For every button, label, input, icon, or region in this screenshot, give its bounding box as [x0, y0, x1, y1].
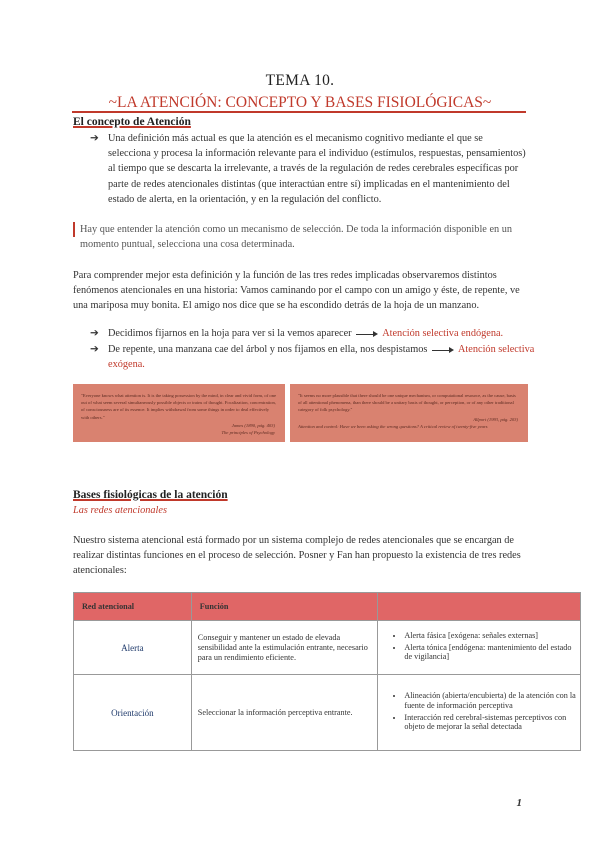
networks-table: [73, 592, 581, 751]
page-number: 1: [516, 797, 522, 809]
bases-heading: Bases fisiológicas de la atención: [73, 489, 228, 501]
quote-box-james: [73, 384, 285, 442]
story-paragraph: Para comprender mejor esta definición y la función de las tres redes implicadas observaremos distintos fenómenos atencionales en una historia: Vamos caminando por el campo con un amigo y éste, de repente, ve una mariposa muy bonita. El amigo nos dice que se ha escondido detrás de la hoja de un manzano.: [73, 270, 520, 312]
network-name: Orientación: [74, 675, 192, 751]
quote-text: "Everyone knows what attention is. It is the taking possession by the mind, in clear and vivid form, of one out of what seem several simultaneously possible objects or trains of thought. Focalization, concentration, of consciousness are of its essence. It implies withdrawal from some things in order to deal effectively with others.": [81, 393, 277, 420]
quote-source: Attention and control: Have we been asking the wrong questions? A critical review of twenty-five years: [298, 424, 488, 429]
network-features: [378, 621, 581, 675]
highlight-bar: [73, 222, 75, 237]
example-text: De repente, una manzana cae del árbol y nos fijamos en ella, nos despistamos: [108, 344, 428, 355]
network-name: Alerta: [74, 621, 192, 675]
long-arrow-icon: [356, 330, 378, 338]
definition-item: [90, 131, 528, 207]
header-function: Función: [191, 593, 378, 621]
network-features: [378, 675, 581, 751]
page-subtitle: ~LA ATENCIÓN: CONCEPTO Y BASES FISIOLÓGICAS~: [108, 94, 492, 111]
arrow-icon: ➔: [90, 344, 99, 355]
quote-source: The principles of Psychology: [221, 430, 275, 435]
table-row: [74, 675, 581, 751]
definition-text: Una definición más actual es que la atención es el mecanismo cognitivo mediante el que se selecciona y procesa la información relevante para el individuo (estímulos, respuestas, pensamientos) al tiempo que se descarta la irrelevante, a través de la regulación de redes cerebrales específicas por parte de redes atencionales distintas (que interactúan entre sí) implicadas en el mantenimiento del estado de alerta, en la orientación, y en la regulación del conflicto.: [108, 133, 526, 205]
header-network: Red atencional: [74, 593, 192, 621]
long-arrow-icon: [432, 346, 454, 354]
arrow-icon: ➔: [90, 133, 99, 144]
network-function: Conseguir y mantener un estado de elevada sensibilidad ante la estimulación entrante, necesario para un rendimiento eficiente.: [191, 621, 378, 675]
concept-heading: El concepto de Atención: [73, 116, 191, 128]
feature-item: • Alineación (abierta/encubierta) de la atención con la fuente de información perceptiva: [404, 691, 576, 711]
feature-item: • Alerta tónica [endógena: mantenimiento del estado de vigilancia]: [404, 643, 576, 663]
example-label: Atención selectiva exógena.: [108, 344, 535, 371]
title-underline: [72, 111, 526, 113]
quote-author: James (1890, pág. 403): [231, 423, 275, 428]
table-header-row: [74, 593, 581, 621]
table-row: [74, 621, 581, 675]
arrow-icon: ➔: [90, 328, 99, 339]
network-function: Seleccionar la información perceptiva entrante.: [191, 675, 378, 751]
quote-text: "It seems no more plausible that there should be one unique mechanism, or computational resource, as the cause, basis of all attentional phenomena, than there should be a unitary basis of thought, or perception, or of any other traditional category of folk psychology.": [298, 393, 516, 413]
bases-subheading: Las redes atencionales: [73, 505, 167, 516]
example-label: Atención selectiva endógena.: [382, 328, 504, 339]
example-item-endogenous: [90, 326, 538, 341]
example-item-exogenous: [90, 342, 538, 372]
quote-box-allport: [290, 384, 528, 442]
example-text: Decidimos fijarnos en la hoja para ver si la vemos aparecer: [108, 328, 352, 339]
highlight-text: Hay que entender la atención como un mecanismo de selección. De toda la información disponible en un momento puntual, selecciona una cosa determinada.: [80, 224, 513, 251]
bases-intro: Nuestro sistema atencional está formado por un sistema complejo de redes atencionales que se encargan de realizar distintas funciones en el proceso de selección. Posner y Fan han propuesto la existencia de tres redes atencionales:: [73, 535, 521, 577]
page-title: TEMA 10.: [265, 72, 335, 89]
feature-item: • Interacción red cerebral-sistemas perceptivos con objeto de mejorar la señal detectada: [404, 713, 576, 733]
header-features: [378, 593, 581, 621]
feature-item: • Alerta fásica [exógena: señales externas]: [404, 631, 576, 641]
quote-author: Allport (1993, pág. 203): [473, 417, 518, 422]
